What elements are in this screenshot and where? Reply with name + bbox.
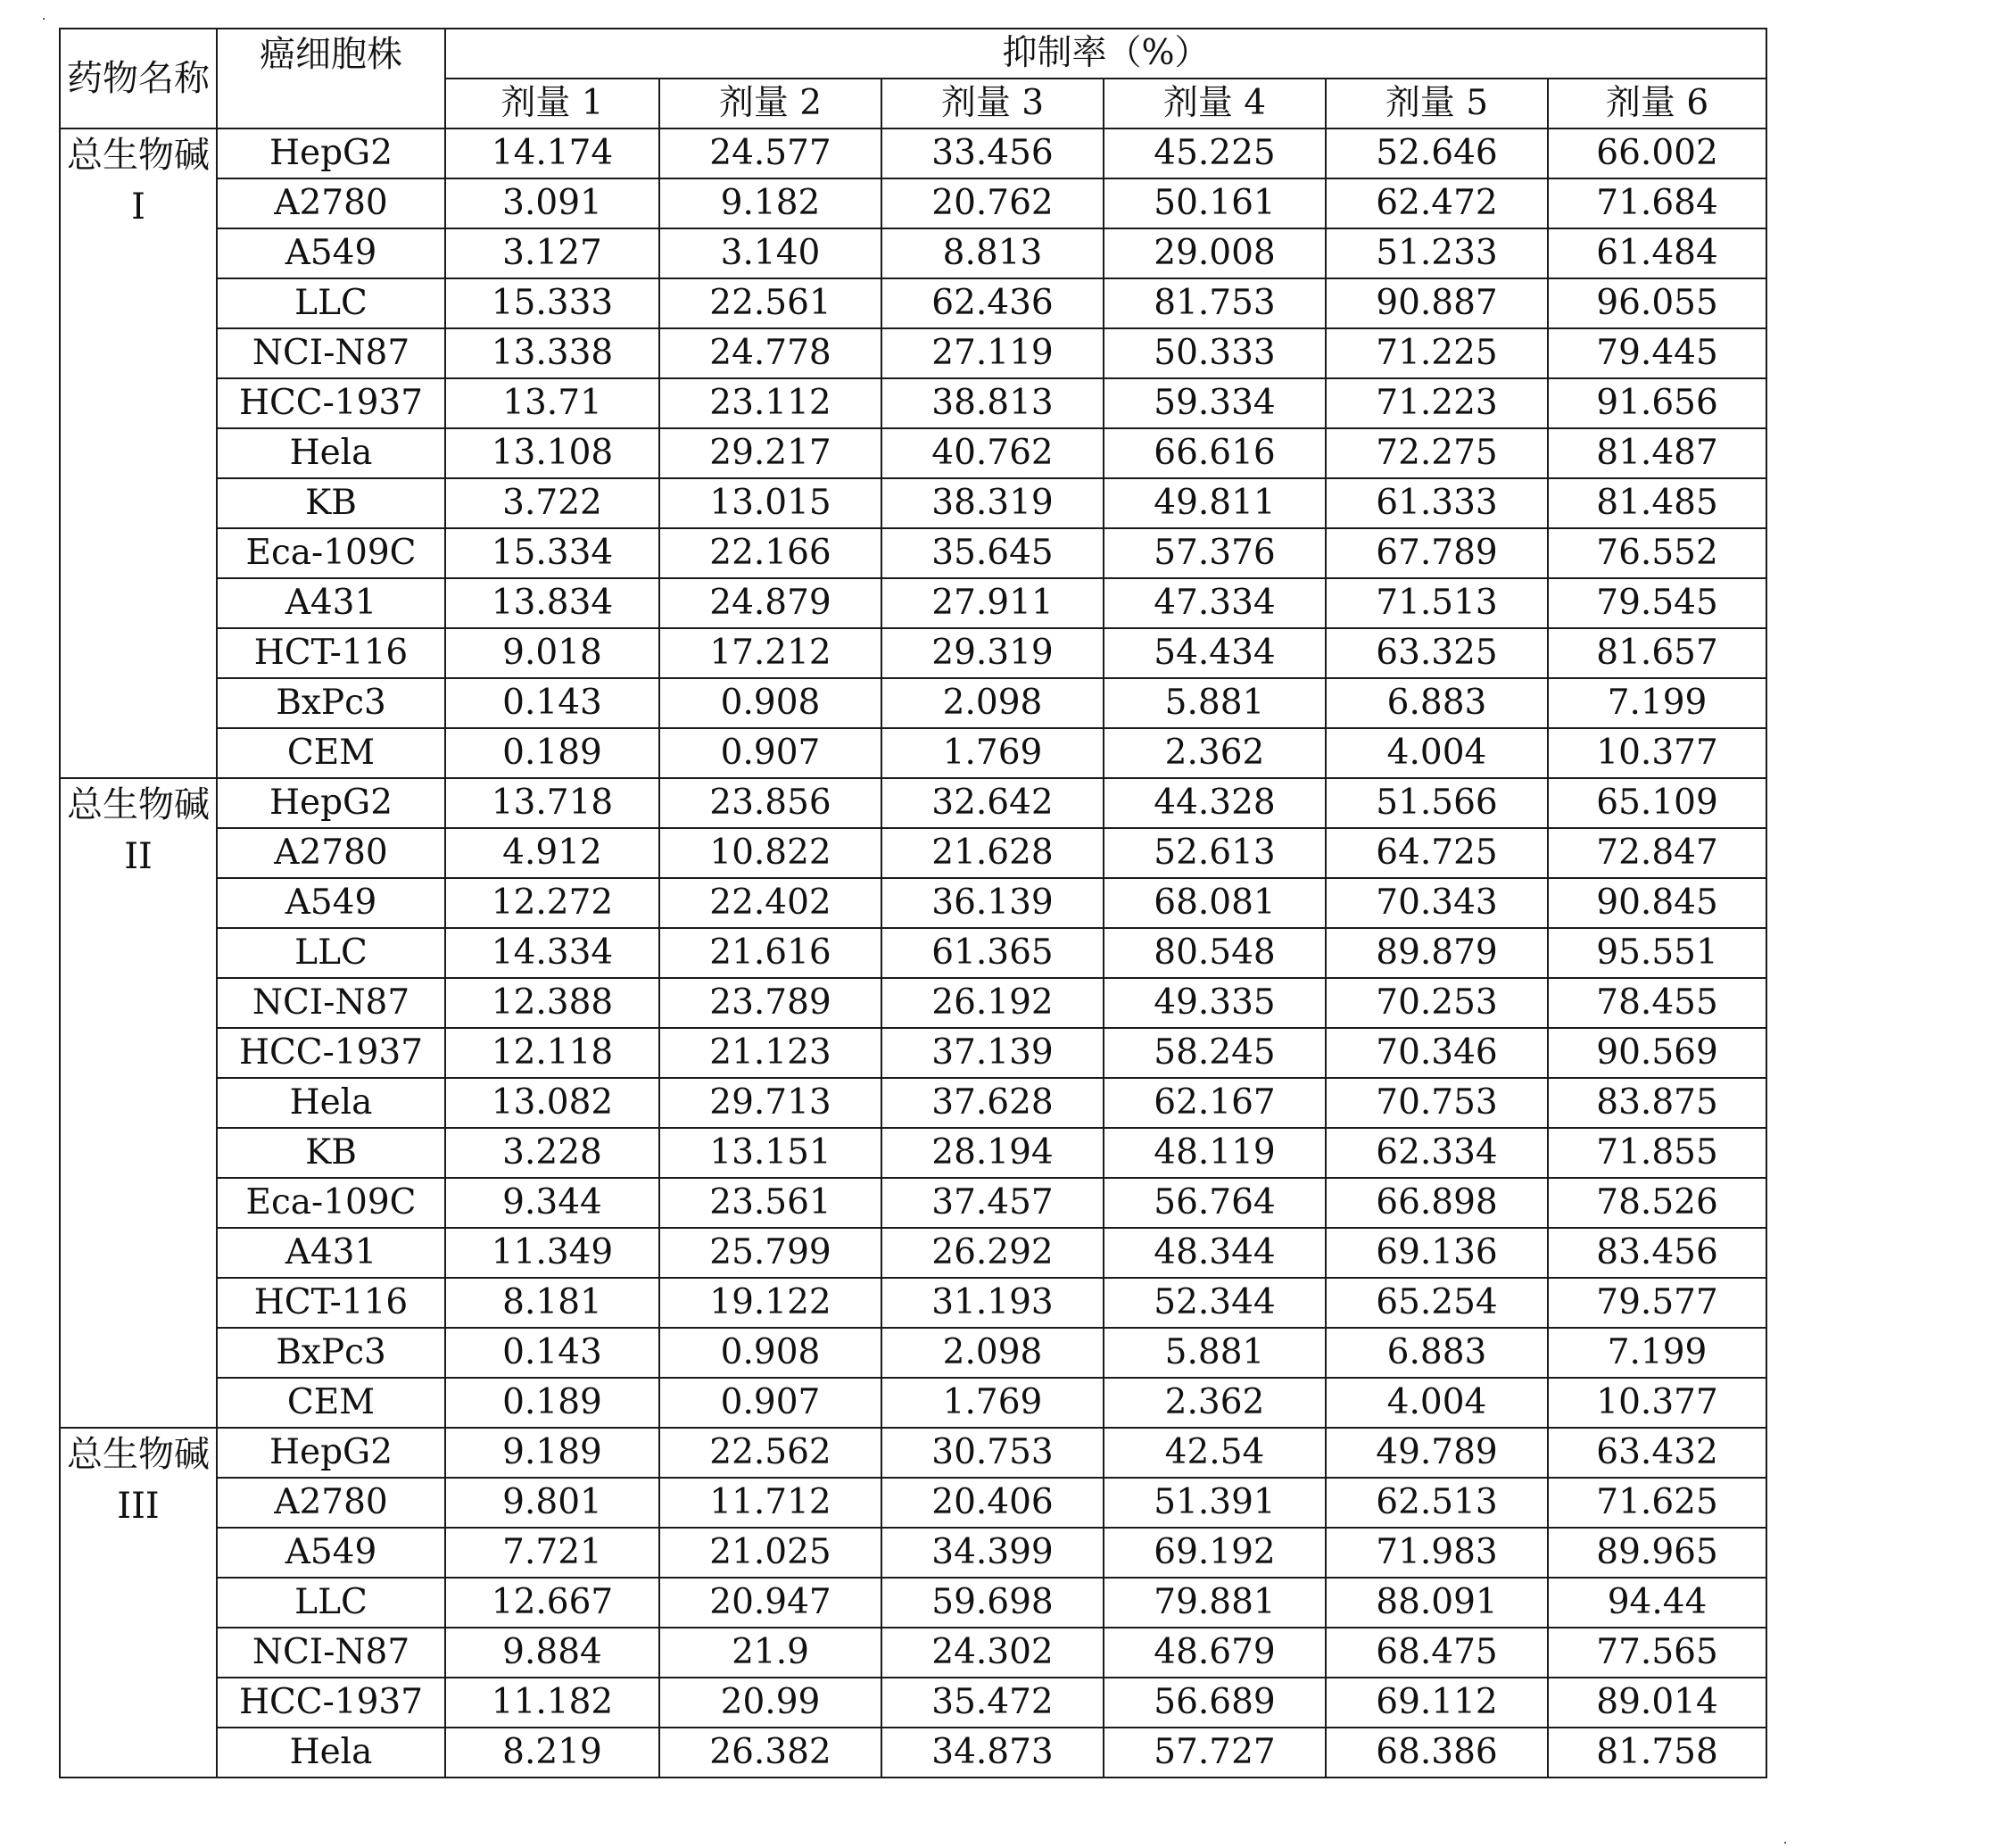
header-row-top	[60, 29, 1766, 79]
cell-line-cell: NCI-N87	[217, 1628, 445, 1678]
inhibition-value-dose-1: 14.334	[445, 928, 659, 978]
inhibition-value-dose-1: 9.801	[445, 1478, 659, 1528]
cell-line-cell: A549	[217, 228, 445, 278]
table-row	[60, 578, 1766, 628]
cell-line-cell: HepG2	[217, 1428, 445, 1478]
table-row	[60, 1628, 1766, 1678]
inhibition-value-dose-6: 71.625	[1548, 1478, 1766, 1528]
inhibition-value-dose-2: 22.402	[659, 878, 881, 928]
inhibition-value-dose-4: 42.54	[1104, 1428, 1326, 1478]
inhibition-value-dose-1: 13.834	[445, 578, 659, 628]
inhibition-value-dose-5: 61.333	[1326, 478, 1548, 528]
inhibition-value-dose-2: 13.015	[659, 478, 881, 528]
inhibition-value-dose-4: 54.434	[1104, 628, 1326, 678]
inhibition-value-dose-6: 72.847	[1548, 828, 1766, 878]
table-row	[60, 1578, 1766, 1628]
table-row	[60, 1228, 1766, 1278]
inhibition-value-dose-2: 17.212	[659, 628, 881, 678]
inhibition-value-dose-6: 83.456	[1548, 1228, 1766, 1278]
inhibition-value-dose-4: 44.328	[1104, 778, 1326, 828]
inhibition-value-dose-6: 7.199	[1548, 678, 1766, 728]
inhibition-value-dose-5: 62.472	[1326, 178, 1548, 228]
inhibition-value-dose-6: 63.432	[1548, 1428, 1766, 1478]
table-row	[60, 1028, 1766, 1078]
inhibition-value-dose-6: 76.552	[1548, 528, 1766, 578]
header-dose-3: 剂量 3	[881, 79, 1104, 128]
inhibition-value-dose-5: 64.725	[1326, 828, 1548, 878]
inhibition-value-dose-5: 51.233	[1326, 228, 1548, 278]
inhibition-value-dose-4: 81.753	[1104, 278, 1326, 328]
inhibition-value-dose-1: 0.189	[445, 1378, 659, 1428]
inhibition-value-dose-3: 35.472	[881, 1678, 1104, 1728]
inhibition-value-dose-1: 9.018	[445, 628, 659, 678]
cell-line-cell: Hela	[217, 1078, 445, 1128]
inhibition-value-dose-3: 32.642	[881, 778, 1104, 828]
inhibition-value-dose-3: 34.399	[881, 1528, 1104, 1578]
inhibition-value-dose-1: 13.338	[445, 328, 659, 378]
inhibition-value-dose-4: 48.679	[1104, 1628, 1326, 1678]
table-row	[60, 278, 1766, 328]
table-row	[60, 728, 1766, 778]
inhibition-value-dose-3: 38.319	[881, 478, 1104, 528]
inhibition-value-dose-4: 57.376	[1104, 528, 1326, 578]
table-row	[60, 1078, 1766, 1128]
inhibition-value-dose-4: 69.192	[1104, 1528, 1326, 1578]
cell-line-cell: KB	[217, 478, 445, 528]
inhibition-value-dose-6: 89.014	[1548, 1678, 1766, 1728]
inhibition-value-dose-5: 66.898	[1326, 1178, 1548, 1228]
inhibition-value-dose-2: 3.140	[659, 228, 881, 278]
table-row	[60, 678, 1766, 728]
inhibition-value-dose-1: 13.718	[445, 778, 659, 828]
table-row	[60, 1328, 1766, 1378]
inhibition-value-dose-5: 68.386	[1326, 1728, 1548, 1778]
inhibition-value-dose-5: 6.883	[1326, 678, 1548, 728]
table-row	[60, 978, 1766, 1028]
inhibition-value-dose-1: 0.143	[445, 1328, 659, 1378]
inhibition-value-dose-5: 90.887	[1326, 278, 1548, 328]
inhibition-value-dose-6: 7.199	[1548, 1328, 1766, 1378]
inhibition-value-dose-5: 72.275	[1326, 428, 1548, 478]
cell-line-cell: CEM	[217, 728, 445, 778]
inhibition-value-dose-3: 36.139	[881, 878, 1104, 928]
header-dose-2: 剂量 2	[659, 79, 881, 128]
inhibition-value-dose-1: 13.108	[445, 428, 659, 478]
table-row	[60, 1278, 1766, 1328]
inhibition-value-dose-3: 34.873	[881, 1728, 1104, 1778]
inhibition-value-dose-6: 81.758	[1548, 1728, 1766, 1778]
table-row	[60, 1728, 1766, 1778]
inhibition-value-dose-1: 12.118	[445, 1028, 659, 1078]
inhibition-value-dose-1: 7.721	[445, 1528, 659, 1578]
inhibition-value-dose-5: 65.254	[1326, 1278, 1548, 1328]
inhibition-rate-table	[59, 28, 1767, 1778]
table-row	[60, 178, 1766, 228]
inhibition-value-dose-2: 26.382	[659, 1728, 881, 1778]
drug-name-cell: 总生物碱 I	[60, 128, 217, 778]
table-row	[60, 778, 1766, 828]
cell-line-cell: NCI-N87	[217, 328, 445, 378]
cell-line-cell: Hela	[217, 1728, 445, 1778]
cell-line-cell: A2780	[217, 178, 445, 228]
inhibition-value-dose-6: 90.569	[1548, 1028, 1766, 1078]
drug-name-cell: 总生物碱 II	[60, 778, 217, 1428]
inhibition-value-dose-5: 88.091	[1326, 1578, 1548, 1628]
inhibition-value-dose-3: 27.911	[881, 578, 1104, 628]
inhibition-value-dose-2: 0.908	[659, 1328, 881, 1378]
inhibition-value-dose-2: 11.712	[659, 1478, 881, 1528]
table-row	[60, 878, 1766, 928]
inhibition-value-dose-5: 69.136	[1326, 1228, 1548, 1278]
inhibition-value-dose-2: 22.561	[659, 278, 881, 328]
table-row	[60, 628, 1766, 678]
scan-speck-top-left	[43, 18, 45, 20]
inhibition-value-dose-5: 70.346	[1326, 1028, 1548, 1078]
cell-line-cell: LLC	[217, 278, 445, 328]
inhibition-value-dose-1: 0.143	[445, 678, 659, 728]
inhibition-value-dose-3: 37.457	[881, 1178, 1104, 1228]
table-row	[60, 528, 1766, 578]
inhibition-value-dose-4: 56.764	[1104, 1178, 1326, 1228]
inhibition-value-dose-1: 15.334	[445, 528, 659, 578]
inhibition-value-dose-6: 71.684	[1548, 178, 1766, 228]
inhibition-value-dose-2: 29.713	[659, 1078, 881, 1128]
inhibition-value-dose-4: 2.362	[1104, 728, 1326, 778]
inhibition-value-dose-3: 21.628	[881, 828, 1104, 878]
cell-line-cell: KB	[217, 1128, 445, 1178]
inhibition-value-dose-1: 3.228	[445, 1128, 659, 1178]
inhibition-value-dose-3: 26.192	[881, 978, 1104, 1028]
inhibition-value-dose-1: 12.388	[445, 978, 659, 1028]
inhibition-value-dose-6: 78.455	[1548, 978, 1766, 1028]
header-dose-6: 剂量 6	[1548, 79, 1766, 128]
inhibition-value-dose-3: 59.698	[881, 1578, 1104, 1628]
inhibition-value-dose-2: 25.799	[659, 1228, 881, 1278]
inhibition-value-dose-2: 23.789	[659, 978, 881, 1028]
inhibition-value-dose-4: 80.548	[1104, 928, 1326, 978]
header-drug-name: 药物名称	[60, 29, 217, 128]
inhibition-value-dose-2: 20.947	[659, 1578, 881, 1628]
inhibition-value-dose-5: 51.566	[1326, 778, 1548, 828]
inhibition-value-dose-5: 70.753	[1326, 1078, 1548, 1128]
cell-line-cell: Hela	[217, 428, 445, 478]
inhibition-value-dose-6: 91.656	[1548, 378, 1766, 428]
inhibition-value-dose-3: 1.769	[881, 1378, 1104, 1428]
inhibition-value-dose-5: 68.475	[1326, 1628, 1548, 1678]
inhibition-value-dose-4: 59.334	[1104, 378, 1326, 428]
inhibition-value-dose-3: 30.753	[881, 1428, 1104, 1478]
inhibition-value-dose-5: 62.334	[1326, 1128, 1548, 1178]
inhibition-value-dose-4: 47.334	[1104, 578, 1326, 628]
inhibition-value-dose-4: 68.081	[1104, 878, 1326, 928]
cell-line-cell: Eca-109C	[217, 528, 445, 578]
inhibition-value-dose-3: 61.365	[881, 928, 1104, 978]
inhibition-value-dose-6: 81.487	[1548, 428, 1766, 478]
drug-name-cell: 总生物碱III	[60, 1428, 217, 1778]
inhibition-value-dose-3: 20.762	[881, 178, 1104, 228]
cell-line-cell: A549	[217, 878, 445, 928]
cell-line-cell: HCT-116	[217, 1278, 445, 1328]
table-header	[60, 29, 1766, 128]
inhibition-value-dose-2: 24.577	[659, 128, 881, 178]
inhibition-value-dose-1: 3.091	[445, 178, 659, 228]
inhibition-value-dose-4: 29.008	[1104, 228, 1326, 278]
cell-line-cell: A2780	[217, 1478, 445, 1528]
inhibition-value-dose-2: 21.123	[659, 1028, 881, 1078]
inhibition-value-dose-1: 9.189	[445, 1428, 659, 1478]
inhibition-value-dose-3: 27.119	[881, 328, 1104, 378]
inhibition-value-dose-3: 37.139	[881, 1028, 1104, 1078]
cell-line-cell: HCC-1937	[217, 1028, 445, 1078]
table-row	[60, 1178, 1766, 1228]
table-row	[60, 328, 1766, 378]
inhibition-value-dose-6: 90.845	[1548, 878, 1766, 928]
inhibition-value-dose-2: 22.166	[659, 528, 881, 578]
inhibition-value-dose-2: 13.151	[659, 1128, 881, 1178]
inhibition-value-dose-5: 71.223	[1326, 378, 1548, 428]
inhibition-value-dose-1: 9.884	[445, 1628, 659, 1678]
inhibition-value-dose-3: 8.813	[881, 228, 1104, 278]
inhibition-value-dose-1: 8.181	[445, 1278, 659, 1328]
inhibition-value-dose-6: 78.526	[1548, 1178, 1766, 1228]
inhibition-value-dose-1: 4.912	[445, 828, 659, 878]
inhibition-value-dose-3: 20.406	[881, 1478, 1104, 1528]
inhibition-value-dose-4: 66.616	[1104, 428, 1326, 478]
inhibition-value-dose-1: 11.182	[445, 1678, 659, 1728]
table-row	[60, 428, 1766, 478]
inhibition-value-dose-4: 48.119	[1104, 1128, 1326, 1178]
inhibition-value-dose-6: 81.657	[1548, 628, 1766, 678]
inhibition-value-dose-5: 67.789	[1326, 528, 1548, 578]
cell-line-cell: NCI-N87	[217, 978, 445, 1028]
inhibition-value-dose-4: 62.167	[1104, 1078, 1326, 1128]
cell-line-cell: LLC	[217, 928, 445, 978]
inhibition-value-dose-4: 5.881	[1104, 678, 1326, 728]
inhibition-value-dose-2: 0.907	[659, 728, 881, 778]
cell-line-cell: HCT-116	[217, 628, 445, 678]
header-dose-1: 剂量 1	[445, 79, 659, 128]
inhibition-value-dose-1: 3.722	[445, 478, 659, 528]
inhibition-value-dose-3: 33.456	[881, 128, 1104, 178]
inhibition-value-dose-4: 52.613	[1104, 828, 1326, 878]
inhibition-value-dose-6: 79.545	[1548, 578, 1766, 628]
inhibition-value-dose-3: 40.762	[881, 428, 1104, 478]
inhibition-value-dose-4: 52.344	[1104, 1278, 1326, 1328]
cell-line-cell: BxPc3	[217, 1328, 445, 1378]
inhibition-value-dose-2: 21.616	[659, 928, 881, 978]
table-row	[60, 128, 1766, 178]
inhibition-value-dose-6: 79.445	[1548, 328, 1766, 378]
inhibition-value-dose-5: 70.253	[1326, 978, 1548, 1028]
inhibition-value-dose-2: 0.907	[659, 1378, 881, 1428]
cell-line-cell: LLC	[217, 1578, 445, 1628]
inhibition-value-dose-4: 49.335	[1104, 978, 1326, 1028]
inhibition-value-dose-5: 71.983	[1326, 1528, 1548, 1578]
inhibition-value-dose-3: 1.769	[881, 728, 1104, 778]
inhibition-value-dose-3: 31.193	[881, 1278, 1104, 1328]
table-row	[60, 1428, 1766, 1478]
cell-line-cell: BxPc3	[217, 678, 445, 728]
inhibition-value-dose-4: 58.245	[1104, 1028, 1326, 1078]
inhibition-value-dose-3: 28.194	[881, 1128, 1104, 1178]
inhibition-value-dose-3: 2.098	[881, 678, 1104, 728]
inhibition-value-dose-3: 24.302	[881, 1628, 1104, 1678]
inhibition-value-dose-5: 70.343	[1326, 878, 1548, 928]
inhibition-value-dose-6: 66.002	[1548, 128, 1766, 178]
inhibition-value-dose-2: 29.217	[659, 428, 881, 478]
inhibition-value-dose-6: 83.875	[1548, 1078, 1766, 1128]
inhibition-value-dose-2: 9.182	[659, 178, 881, 228]
inhibition-value-dose-6: 10.377	[1548, 728, 1766, 778]
inhibition-value-dose-6: 89.965	[1548, 1528, 1766, 1578]
table-row	[60, 1478, 1766, 1528]
inhibition-value-dose-1: 11.349	[445, 1228, 659, 1278]
inhibition-value-dose-2: 22.562	[659, 1428, 881, 1478]
inhibition-value-dose-4: 50.333	[1104, 328, 1326, 378]
inhibition-value-dose-5: 71.513	[1326, 578, 1548, 628]
inhibition-value-dose-6: 95.551	[1548, 928, 1766, 978]
inhibition-value-dose-1: 12.272	[445, 878, 659, 928]
table-row	[60, 1378, 1766, 1428]
cell-line-cell: A2780	[217, 828, 445, 878]
inhibition-value-dose-3: 38.813	[881, 378, 1104, 428]
header-dose-4: 剂量 4	[1104, 79, 1326, 128]
inhibition-value-dose-6: 65.109	[1548, 778, 1766, 828]
inhibition-value-dose-3: 26.292	[881, 1228, 1104, 1278]
inhibition-value-dose-2: 19.122	[659, 1278, 881, 1328]
inhibition-value-dose-1: 14.174	[445, 128, 659, 178]
inhibition-value-dose-1: 13.082	[445, 1078, 659, 1128]
header-cell-line: 癌细胞株	[217, 29, 445, 128]
inhibition-value-dose-1: 12.667	[445, 1578, 659, 1628]
inhibition-value-dose-4: 49.811	[1104, 478, 1326, 528]
inhibition-value-dose-4: 48.344	[1104, 1228, 1326, 1278]
table-row	[60, 228, 1766, 278]
inhibition-value-dose-1: 0.189	[445, 728, 659, 778]
inhibition-value-dose-2: 0.908	[659, 678, 881, 728]
inhibition-value-dose-2: 23.856	[659, 778, 881, 828]
inhibition-value-dose-4: 5.881	[1104, 1328, 1326, 1378]
header-inhibition-rate: 抑制率（%）	[445, 29, 1766, 79]
inhibition-value-dose-2: 23.112	[659, 378, 881, 428]
inhibition-value-dose-6: 71.855	[1548, 1128, 1766, 1178]
cell-line-cell: CEM	[217, 1378, 445, 1428]
table-row	[60, 1128, 1766, 1178]
inhibition-value-dose-6: 61.484	[1548, 228, 1766, 278]
inhibition-value-dose-2: 10.822	[659, 828, 881, 878]
table-row	[60, 928, 1766, 978]
inhibition-value-dose-4: 45.225	[1104, 128, 1326, 178]
scan-speck-bottom-right	[1784, 1842, 1786, 1844]
inhibition-value-dose-4: 56.689	[1104, 1678, 1326, 1728]
cell-line-cell: Eca-109C	[217, 1178, 445, 1228]
table-row	[60, 478, 1766, 528]
table-row	[60, 378, 1766, 428]
inhibition-value-dose-5: 4.004	[1326, 1378, 1548, 1428]
cell-line-cell: HepG2	[217, 128, 445, 178]
inhibition-value-dose-3: 2.098	[881, 1328, 1104, 1378]
cell-line-cell: A431	[217, 1228, 445, 1278]
inhibition-value-dose-1: 13.71	[445, 378, 659, 428]
cell-line-cell: HepG2	[217, 778, 445, 828]
inhibition-value-dose-3: 35.645	[881, 528, 1104, 578]
inhibition-value-dose-5: 69.112	[1326, 1678, 1548, 1728]
inhibition-value-dose-5: 71.225	[1326, 328, 1548, 378]
inhibition-value-dose-2: 24.778	[659, 328, 881, 378]
inhibition-value-dose-5: 4.004	[1326, 728, 1548, 778]
inhibition-value-dose-3: 29.319	[881, 628, 1104, 678]
inhibition-value-dose-5: 52.646	[1326, 128, 1548, 178]
inhibition-value-dose-2: 24.879	[659, 578, 881, 628]
inhibition-value-dose-3: 62.436	[881, 278, 1104, 328]
cell-line-cell: A431	[217, 578, 445, 628]
cell-line-cell: A549	[217, 1528, 445, 1578]
inhibition-value-dose-2: 21.025	[659, 1528, 881, 1578]
inhibition-value-dose-6: 96.055	[1548, 278, 1766, 328]
inhibition-value-dose-6: 10.377	[1548, 1378, 1766, 1428]
cell-line-cell: HCC-1937	[217, 1678, 445, 1728]
inhibition-value-dose-1: 9.344	[445, 1178, 659, 1228]
inhibition-value-dose-2: 23.561	[659, 1178, 881, 1228]
inhibition-value-dose-4: 2.362	[1104, 1378, 1326, 1428]
inhibition-value-dose-5: 49.789	[1326, 1428, 1548, 1478]
inhibition-value-dose-4: 79.881	[1104, 1578, 1326, 1628]
cell-line-cell: HCC-1937	[217, 378, 445, 428]
inhibition-value-dose-6: 94.44	[1548, 1578, 1766, 1628]
inhibition-value-dose-1: 3.127	[445, 228, 659, 278]
inhibition-value-dose-4: 57.727	[1104, 1728, 1326, 1778]
inhibition-value-dose-5: 62.513	[1326, 1478, 1548, 1528]
inhibition-value-dose-4: 50.161	[1104, 178, 1326, 228]
inhibition-value-dose-6: 79.577	[1548, 1278, 1766, 1328]
inhibition-value-dose-3: 37.628	[881, 1078, 1104, 1128]
inhibition-value-dose-2: 21.9	[659, 1628, 881, 1678]
table-row	[60, 1528, 1766, 1578]
inhibition-value-dose-1: 15.333	[445, 278, 659, 328]
inhibition-value-dose-4: 51.391	[1104, 1478, 1326, 1528]
table-row	[60, 1678, 1766, 1728]
inhibition-value-dose-1: 8.219	[445, 1728, 659, 1778]
table-row	[60, 828, 1766, 878]
table-body	[60, 128, 1766, 1778]
inhibition-value-dose-5: 63.325	[1326, 628, 1548, 678]
inhibition-value-dose-6: 81.485	[1548, 478, 1766, 528]
inhibition-value-dose-2: 20.99	[659, 1678, 881, 1728]
inhibition-value-dose-5: 89.879	[1326, 928, 1548, 978]
inhibition-value-dose-5: 6.883	[1326, 1328, 1548, 1378]
header-dose-5: 剂量 5	[1326, 79, 1548, 128]
inhibition-value-dose-6: 77.565	[1548, 1628, 1766, 1678]
